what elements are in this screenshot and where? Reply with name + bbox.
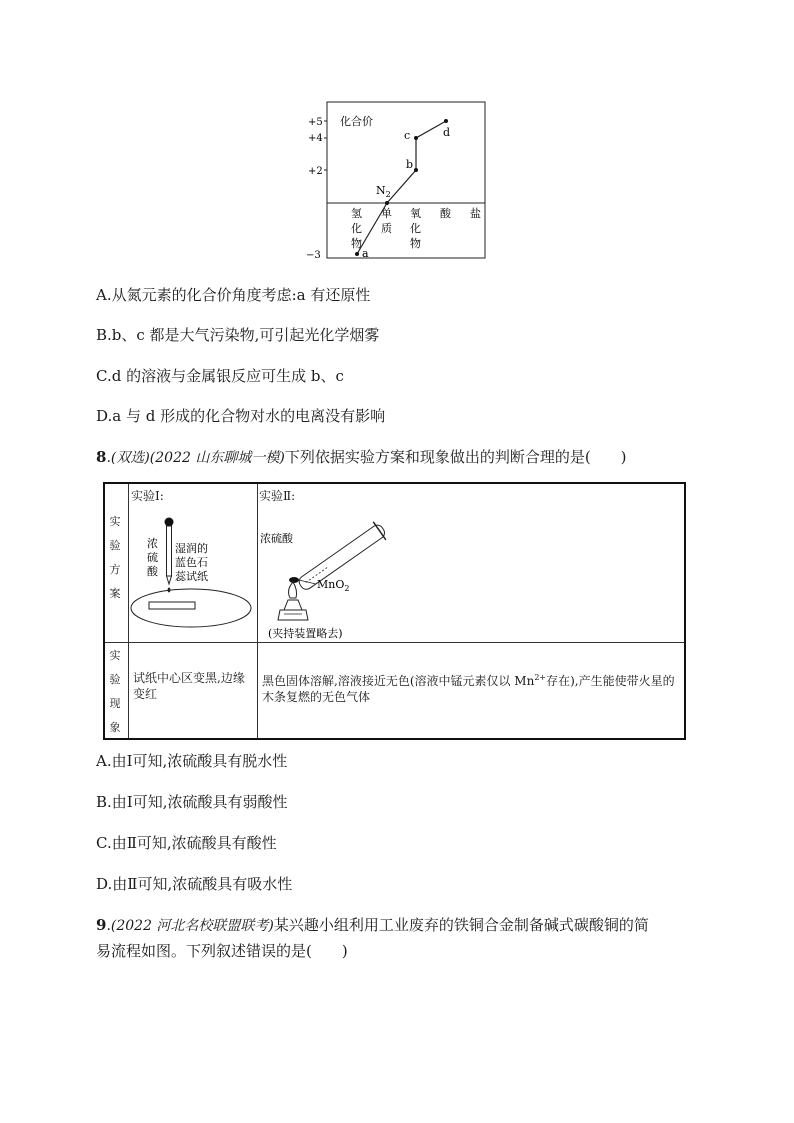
label-a: a [362,247,369,260]
svg-text:酸: 酸 [147,565,158,578]
svg-text:浓硫酸: 浓硫酸 [260,532,293,545]
q7-option-a: A.从氮元素的化合价角度考虑:a 有还原性 [96,286,371,304]
q8-option-b: B.由Ⅰ可知,浓硫酸具有弱酸性 [96,793,288,811]
exp2-apparatus [258,502,408,642]
svg-text:浓: 浓 [147,537,158,550]
svg-text:蓝色石: 蓝色石 [175,556,208,569]
q9-number: 9 [96,916,107,934]
svg-text:化: 化 [410,222,421,235]
q9-source: .(2022 河北名校联盟联考) [106,918,274,934]
point-d [444,119,448,123]
exp1-apparatus [129,502,257,642]
svg-text:MnO2: MnO$_2$ [317,578,350,593]
svg-text:氢: 氢 [351,207,362,220]
x-cat-salt [470,206,481,220]
x-cat-hydride [351,206,362,250]
x-cat-acid [440,206,452,220]
point-a [355,252,359,256]
q7-option-c: C.d 的溶液与金属银反应可生成 b、c [96,367,344,385]
x-cat-oxide [410,206,421,250]
q8-text: 下列依据实验方案和现象做出的判断合理的是( ) [284,448,627,466]
tick-plus4: +4 [308,133,323,144]
valence-diagram [300,98,490,264]
label-d: d [443,126,451,139]
svg-text:湿润的: 湿润的 [175,542,208,555]
exp2-title: 实验Ⅱ: [259,489,296,503]
svg-text:质: 质 [381,222,392,235]
exp1-title: 实验Ⅰ: [131,489,164,503]
exp1-result: 试纸中心区变黑,边缘变红 [133,671,245,701]
svg-text:盐: 盐 [470,207,481,220]
point-c [414,136,418,140]
svg-text:硫: 硫 [147,551,158,564]
label-b: b [406,158,414,171]
x-cat-element [381,207,392,235]
row-header-plan: 实 验 方 案 [109,515,121,600]
row-header-phenomenon: 实 验 现 象 [109,649,121,734]
label-c: c [404,129,411,142]
experiment-table [103,482,686,740]
svg-text:(夹持装置略去): (夹持装置略去) [268,627,343,640]
svg-text:物: 物 [410,237,421,250]
q8-number: 8 [96,448,107,466]
q8-option-c: C.由Ⅱ可知,浓硫酸具有酸性 [96,834,277,852]
q9-stem-line2: 易流程如图。下列叙述错误的是( ) [96,942,348,960]
q9-stem-line1 [96,914,649,935]
svg-text:单: 单 [381,207,392,220]
svg-text:氧: 氧 [410,207,421,220]
q8-option-d: D.由Ⅱ可知,浓硫酸具有吸水性 [96,875,293,893]
svg-text:酸: 酸 [440,207,451,220]
label-n2: $N_2$ [376,184,391,199]
q8-stem [96,446,627,467]
point-b [414,168,418,172]
q9-text-1: 某兴趣小组利用工业废弃的铁铜合金制备碱式碳酸铜的简 [273,916,649,934]
q7-option-d: D.a 与 d 形成的化合物对水的电离没有影响 [96,407,386,425]
svg-text:蕊试纸: 蕊试纸 [175,570,208,583]
svg-text:物: 物 [351,237,362,250]
q7-option-b: B.b、c 都是大气污染物,可引起光化学烟雾 [96,326,380,344]
point-n2 [385,201,389,205]
exp2-result: 黑色固体溶解,溶液接近无色(溶液中锰元素仅以 $Mn^{2+}$存在),产生能使带火星的木条复燃的无色气体 [262,673,675,704]
svg-text:化: 化 [351,222,362,235]
tick-minus3: −3 [306,250,321,261]
q8-option-a: A.由Ⅰ可知,浓硫酸具有脱水性 [96,752,288,770]
q8-source: .(双选)(2022 山东聊城一模) [106,450,285,466]
tick-plus5: +5 [308,117,323,128]
y-axis-label: 化合价 [340,115,373,128]
valence-path [357,121,446,254]
tick-plus2: +2 [308,166,323,177]
